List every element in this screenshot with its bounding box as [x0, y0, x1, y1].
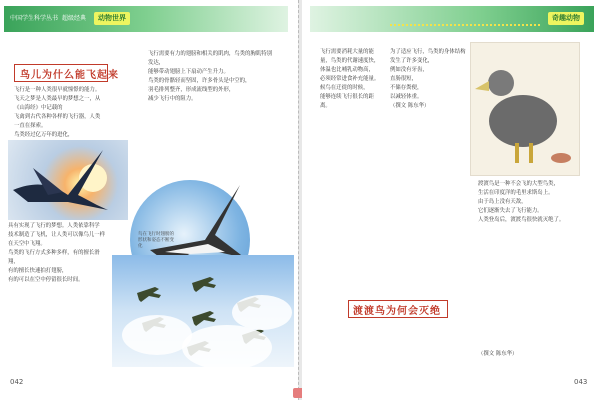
- paragraph-line: 减少飞行中的阻力。: [148, 96, 197, 102]
- paragraph-line: 以减轻体重。: [390, 94, 423, 100]
- right-col3: [478, 180, 586, 225]
- paragraph-line: 飞禽到古代各种各样的飞行器，人类一直在探索。: [14, 114, 101, 129]
- paragraph-line: 能够连续飞行很长的距离。: [320, 94, 374, 109]
- right-header-bar: [310, 6, 594, 32]
- right-page-number: 043: [574, 378, 588, 386]
- paragraph-line: 能够带动翅膀上下扇动产生升力。: [148, 69, 229, 75]
- cloud: [232, 295, 292, 330]
- right-col2: [390, 48, 468, 111]
- header-dotted-line: [390, 24, 540, 26]
- right-col1: [320, 48, 380, 111]
- paragraph-line: 鸟类的骨骼轻而坚固，许多骨头是中空的，: [148, 78, 251, 84]
- paragraph-line: 它们逐渐失去了飞行能力。: [478, 208, 543, 214]
- paragraph-line: 飞行是一种人类很早就憧憬的能力。飞天之梦是人类最早的梦想之一，从《山海经》中记载的: [14, 87, 101, 111]
- left-header-badge: 动物世界: [94, 12, 130, 25]
- paragraph-line: 有的可以在空中停留很长时间。: [8, 277, 84, 283]
- paragraph-line: 渡渡鸟是一种不会飞的大型鸟类，: [478, 181, 559, 187]
- left-page-number: 042: [10, 378, 24, 386]
- left-col2: [148, 50, 276, 104]
- paragraph-line: 羽毛排列整齐，形成流线型的外形，: [148, 87, 235, 93]
- left-header-bar: [4, 6, 288, 32]
- paragraph-line: 技术制造了飞机，让人类可以像鸟儿一样在天空中飞翔。: [8, 232, 106, 247]
- paragraph-line: 有的擅长快速拍打翅膀，: [8, 268, 68, 274]
- paragraph-line: 飞行需要有力的翅膀和相关的肌肉，鸟类的胸肌特别发达，: [148, 51, 272, 66]
- paragraph-line: 生活在印度洋的毛里求斯岛上。: [478, 190, 554, 196]
- dodo-illustration: [470, 42, 580, 176]
- jets-sky-photo: [112, 255, 294, 367]
- left-header-subtitle: 超级经典: [62, 15, 87, 22]
- cloud: [182, 325, 272, 370]
- paragraph-line: 不储存粪便，: [390, 85, 423, 91]
- paragraph-line: 例如没有牙齿，: [390, 67, 428, 73]
- right-col3-footer: （撰文 陈东华）: [478, 351, 518, 357]
- paragraph-line: 飞行需要消耗大量的能量，鸟类的代谢速度快，: [320, 49, 380, 64]
- paragraph-line: 由于岛上没有天敌，: [478, 199, 527, 205]
- paragraph-line: 必须经常进食补充能量。: [320, 76, 380, 82]
- paragraph-line: 人类登岛后，渡渡鸟很快就灭绝了。: [478, 217, 565, 223]
- author-credit: （撰文 陈东华）: [390, 103, 430, 109]
- left-header-title: 中国学生科学丛书: [10, 15, 59, 22]
- right-article-title: 渡渡鸟为何会灭绝: [353, 306, 441, 317]
- paragraph-line: 鸟类的飞行方式多种多样，有的擅长滑翔，: [8, 250, 100, 265]
- sunset-crane-photo: [8, 140, 128, 220]
- crane-illustration: [8, 140, 128, 220]
- paragraph-line: 鸟类经过亿万年的进化，: [14, 132, 74, 138]
- paragraph-line: 体温也比哺乳动物高，: [320, 67, 374, 73]
- left-article-title: 鸟儿为什么能飞起来: [20, 70, 119, 81]
- left-page: [0, 0, 298, 400]
- paragraph-line: 候鸟在迁徙的时候，: [320, 85, 369, 91]
- paragraph-line: 为了适应飞行，鸟类的身体结构发生了许多变化，: [390, 49, 466, 64]
- dodo-bird-icon: [471, 43, 579, 175]
- right-header-badge: 奇趣动物: [548, 12, 584, 25]
- bird-caption: 鸟在飞行时翅膀的形状和姿态不断变化: [138, 232, 174, 249]
- paragraph-line: 具有实现了飞行的梦想。人类依靠科学: [8, 223, 100, 229]
- left-col3: [8, 222, 108, 285]
- paragraph-line: 直肠很短，: [390, 76, 417, 82]
